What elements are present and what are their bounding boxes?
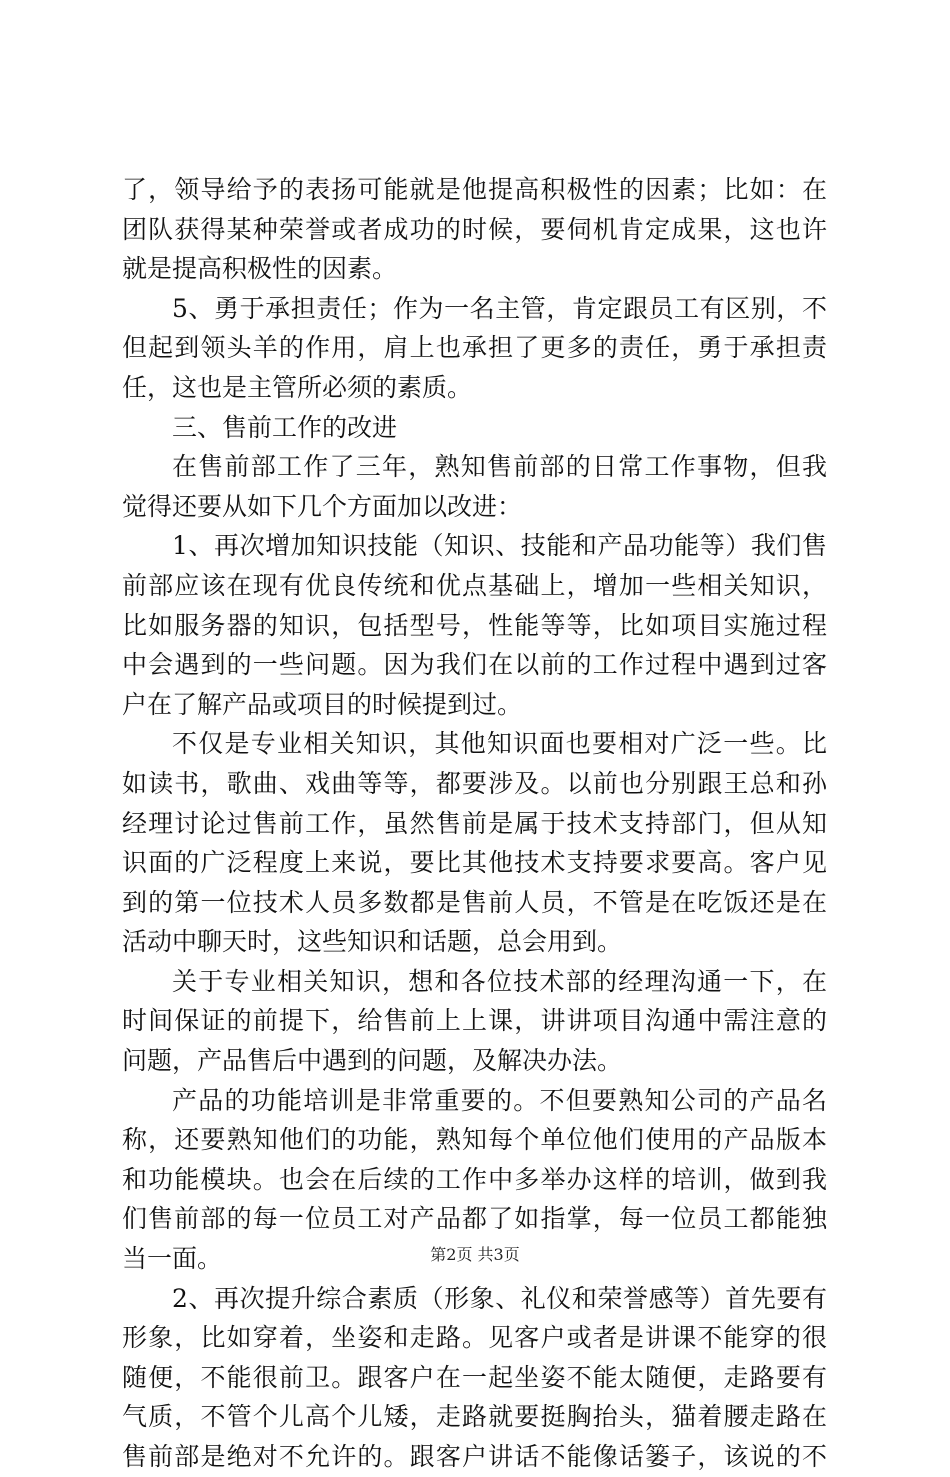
text-line: 1、再次增加知识技能（知识、技能和产品功能等）我们售 (172, 531, 827, 561)
text-line: 产品的功能培训是非常重要的。不但要熟知公司的产品名 (172, 1085, 827, 1115)
text-line: 中会遇到的一些问题。因为我们在以前的工作过程中遇到过客 (122, 650, 827, 680)
text-line: 比如服务器的知识，包括型号，性能等等，比如项目实施过程 (122, 610, 827, 640)
text-line: 三、售前工作的改进 (172, 412, 398, 442)
text-line: 就是提高积极性的因素。 (122, 254, 398, 284)
text-line: 如读书，歌曲、戏曲等等，都要涉及。以前也分别跟王总和孙 (122, 768, 827, 798)
text-line: 问题，产品售后中遇到的问题，及解决办法。 (122, 1046, 623, 1076)
text-line: 当一面。 (122, 1244, 223, 1274)
text-line: 觉得还要从如下几个方面加以改进： (122, 491, 523, 521)
text-line: 时间保证的前提下，给售前上上课，讲讲项目沟通中需注意的 (122, 1006, 827, 1036)
text-line: 称，还要熟知他们的功能，熟知每个单位他们使用的产品版本 (122, 1125, 827, 1155)
text-line: 经理讨论过售前工作，虽然售前是属于技术支持部门，但从知 (122, 808, 827, 838)
text-line: 团队获得某种荣誉或者成功的时候，要伺机肯定成果，这也许 (122, 214, 827, 244)
text-line: 前部应该在现有优良传统和优点基础上，增加一些相关知识， (122, 570, 827, 600)
text-line: 们售前部的每一位员工对产品都了如指掌，每一位员工都能独 (122, 1204, 827, 1234)
text-line: 关于专业相关知识，想和各位技术部的经理沟通一下，在 (172, 966, 827, 996)
page-footer: 第2页 共3页 (430, 1245, 520, 1264)
text-line: 活动中聊天时，这些知识和话题，总会用到。 (122, 927, 623, 957)
text-line: 形象，比如穿着，坐姿和走路。见客户或者是讲课不能穿的很 (122, 1323, 827, 1353)
text-line: 5、勇于承担责任；作为一名主管，肯定跟员工有区别，不 (172, 293, 827, 323)
text-line: 到的第一位技术人员多数都是售前人员，不管是在吃饭还是在 (122, 887, 827, 917)
text-line: 识面的广泛程度上来说，要比其他技术支持要求要高。客户见 (122, 848, 827, 878)
text-line: 和功能模块。也会在后续的工作中多举办这样的培训，做到我 (122, 1164, 827, 1194)
text-line: 但起到领头羊的作用，肩上也承担了更多的责任，勇于承担责 (122, 333, 827, 363)
text-line: 户在了解产品或项目的时候提到过。 (122, 689, 523, 719)
text-line: 不仅是专业相关知识，其他知识面也要相对广泛一些。比 (172, 729, 827, 759)
text-line: 在售前部工作了三年，熟知售前部的日常工作事物，但我 (172, 452, 827, 482)
text-line: 售前部是绝对不允许的。跟客户讲话不能像话篓子，该说的不 (122, 1442, 827, 1471)
text-line: 2、再次提升综合素质（形象、礼仪和荣誉感等）首先要有 (172, 1283, 827, 1313)
text-line: 随便，不能很前卫。跟客户在一起坐姿不能太随便，走路要有 (122, 1362, 827, 1392)
text-line: 了，领导给予的表扬可能就是他提高积极性的因素；比如：在 (122, 175, 827, 204)
text-line: 任，这也是主管所必须的素质。 (122, 372, 473, 402)
document-body (122, 170, 827, 1477)
text-line: 气质，不管个儿高个儿矮，走路就要挺胸抬头，猫着腰走路在 (122, 1402, 827, 1432)
